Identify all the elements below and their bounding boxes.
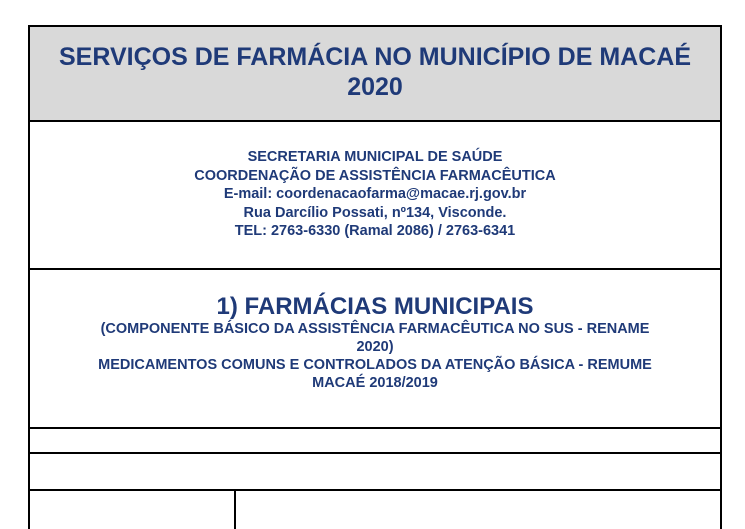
empty-row [30,427,720,452]
section-subtitle-line3: MEDICAMENTOS COMUNS E CONTROLADOS DA ATENÇÃO BÁSICA - REMUME [98,357,652,373]
document-table [28,25,722,529]
section-header [30,268,720,427]
contact-email[interactable]: E-mail: coordenacaofarma@macae.rj.gov.br [223,186,527,202]
contact-address: Rua Darcílio Possati, nº134, Visconde. [243,204,507,221]
empty-row [30,452,720,489]
table-header-row [30,489,720,529]
document-year: 2020 [347,73,403,101]
section-title: 1) FARMÁCIAS MUNICIPAIS [216,293,534,320]
contact-phone: TEL: 2763-6330 (Ramal 2086) / 2763-6341 [234,223,516,239]
coordination-name: COORDENAÇÃO DE ASSISTÊNCIA FARMACÊUTICA [194,167,556,184]
title-banner [30,25,720,120]
section-subtitle-line1: (COMPONENTE BÁSICO DA ASSISTÊNCIA FARMACÊUTICA NO SUS - RENAME [100,321,650,337]
document-title: SERVIÇOS DE FARMÁCIA NO MUNICÍPIO DE MACAÉ [59,43,691,71]
department-name: SECRETARIA MUNICIPAL DE SAÚDE [247,149,503,165]
section-subtitle-line4: MACAÉ 2018/2019 [312,375,438,391]
contact-block [30,120,720,268]
section-subtitle-line2: 2020) [356,339,394,355]
